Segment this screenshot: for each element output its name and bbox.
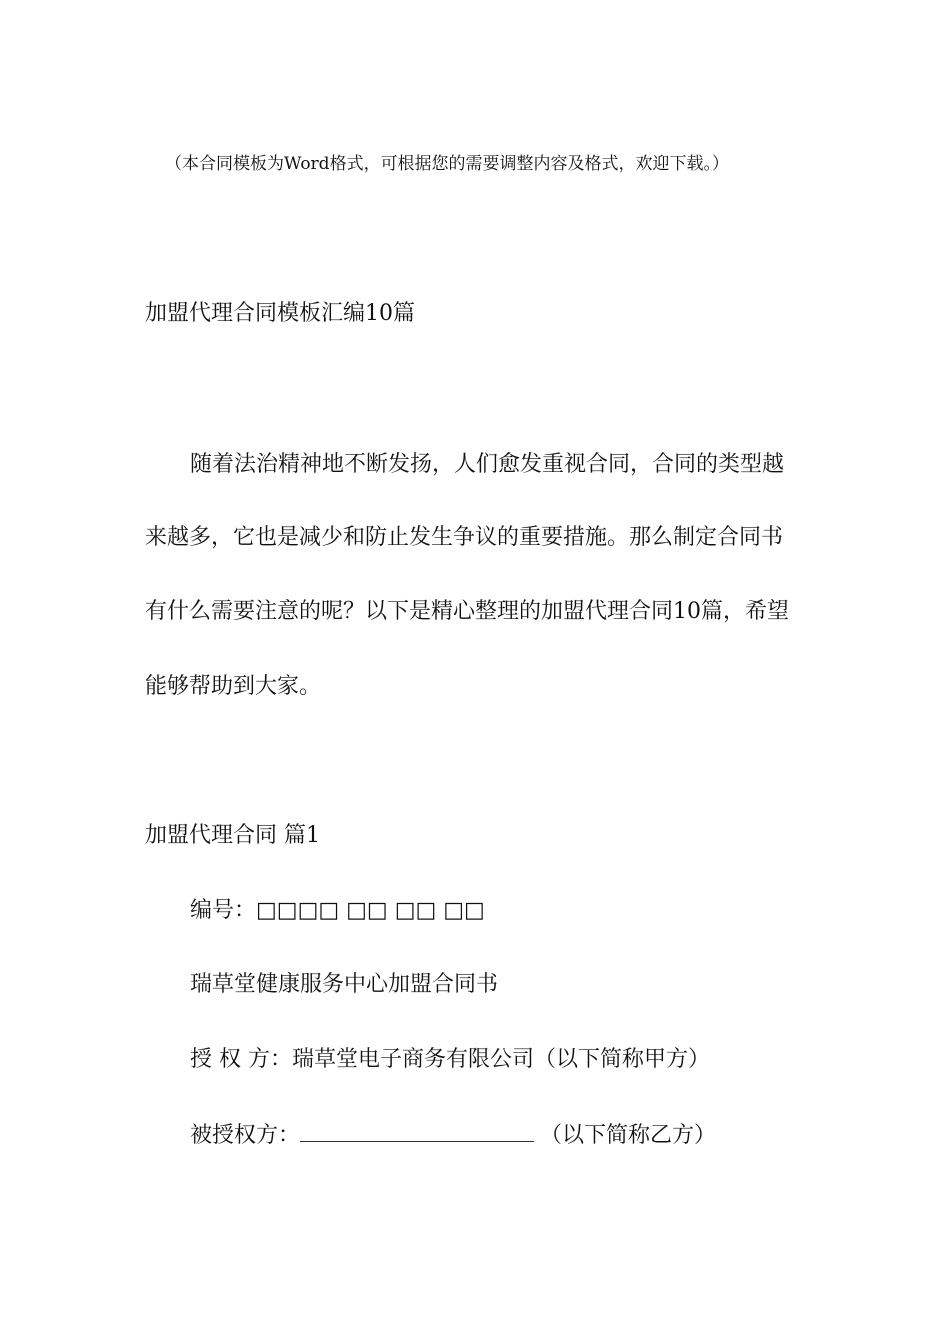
intro-line-1: 随着法治精神地不断发扬，人们愈发重视合同，合同的类型越 [190,452,785,477]
grantor-line: 授 权 方：瑞草堂电子商务有限公司（以下简称甲方） [190,1047,710,1072]
contract-number: 编号：□□□□ □□ □□ □□ [190,898,485,923]
section-heading: 加盟代理合同 篇1 [145,823,320,848]
intro-line-2: 来越多，它也是减少和防止发生争议的重要措施。那么制定合同书 [145,525,784,550]
intro-line-3: 有什么需要注意的呢？以下是精心整理的加盟代理合同10篇，希望 [145,599,789,624]
grantee-label: 被授权方： [190,1123,301,1148]
grantee-suffix: （以下简称乙方） [540,1123,717,1148]
grantee-blank [300,1121,534,1142]
template-note: （本合同模板为Word格式，可根据您的需要调整内容及格式，欢迎下载。） [165,154,730,174]
grantee-line [190,1121,716,1150]
document-title: 加盟代理合同模板汇编10篇 [145,301,415,326]
contract-title: 瑞草堂健康服务中心加盟合同书 [190,972,499,997]
intro-line-4: 能够帮助到大家。 [145,674,322,699]
